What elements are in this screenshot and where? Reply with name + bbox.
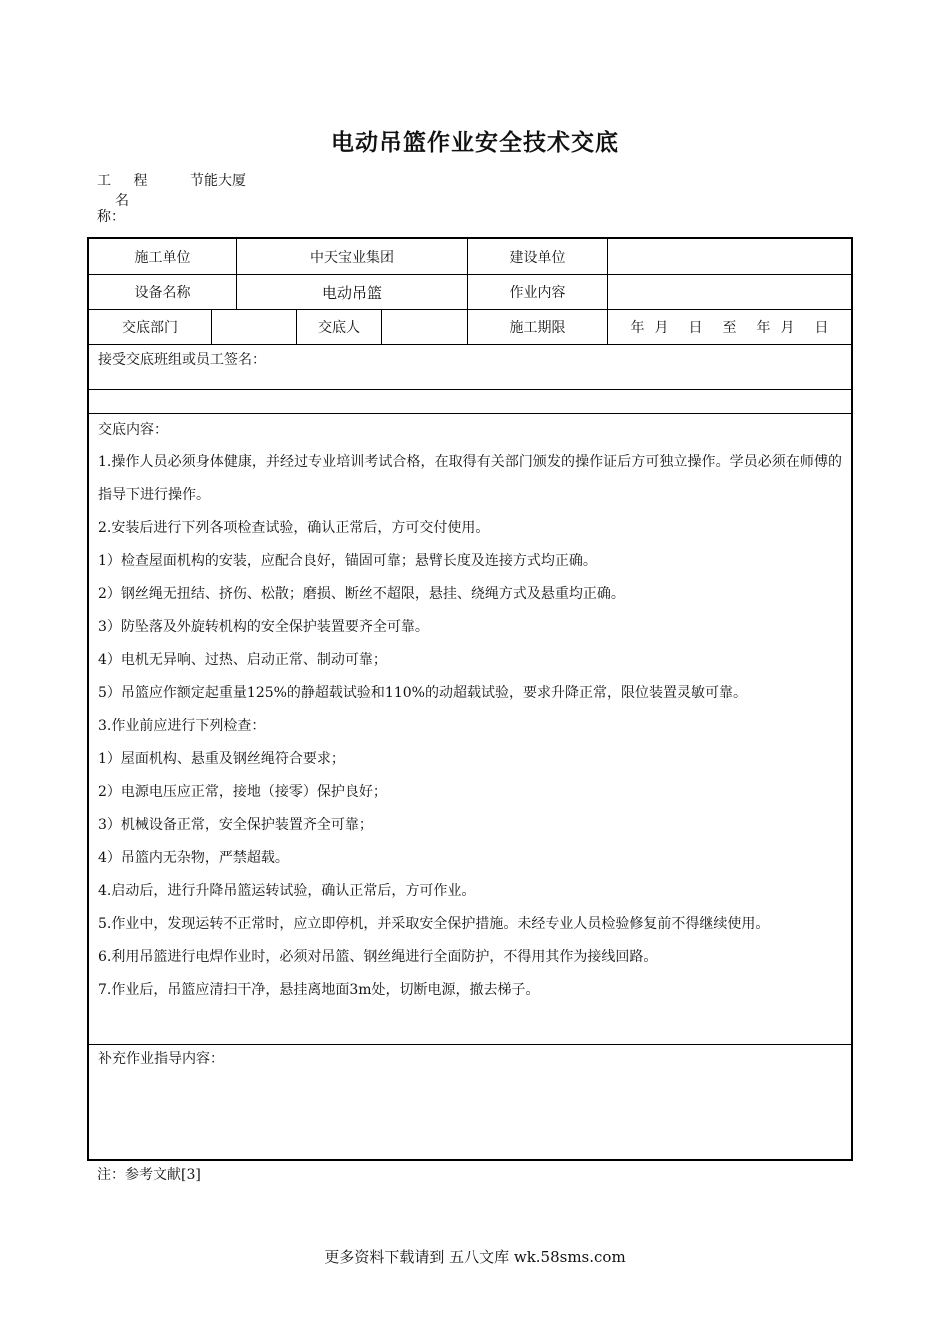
period-month-end: 月: [780, 320, 795, 336]
content-item-8: 3.作业前应进行下列检查：: [98, 718, 266, 734]
disclosure-content: [98, 420, 842, 1007]
content-item-15: 6.利用吊篮进行电焊作业时，必须对吊篮、钢丝绳进行全面防护，不得用其作为接线回路。: [98, 949, 658, 965]
row-divider: [89, 344, 851, 345]
construction-period-value: [608, 310, 851, 344]
content-item-16: 7.作业后，吊篮应清扫干净，悬挂离地面3m处，切断电源，撤去梯子。: [98, 982, 540, 998]
construction-unit-value: 中天宝业集团: [310, 249, 394, 266]
period-to: 至: [722, 320, 737, 336]
work-content-label: 作业内容: [509, 285, 566, 301]
project-label-char-1: 工: [97, 173, 111, 189]
period-year-start: 年: [630, 320, 645, 336]
content-heading: 交底内容：: [98, 422, 168, 438]
discloser-value: [382, 310, 467, 344]
disclosure-dept-label: 交底部门: [122, 320, 178, 336]
content-item-11: 3）机械设备正常，安全保护装置齐全可靠；: [98, 817, 373, 833]
content-item-7: 5）吊篮应作额定起重量125%的静超载试验和110%的动超载试验，要求升降正常，限位装置灵敏可靠。: [98, 685, 747, 701]
period-month-start: 月: [654, 320, 669, 336]
project-label-char-2: 程: [133, 173, 148, 189]
content-item-10: 2）电源电压应正常，接地（接零）保护良好；: [98, 784, 387, 800]
client-unit-label: 建设单位: [509, 249, 566, 266]
construction-period-label: 施工期限: [509, 320, 566, 336]
content-item-5: 3）防坠落及外旋转机构的安全保护装置要齐全可靠。: [98, 619, 429, 635]
construction-unit-label: 施工单位: [134, 249, 191, 266]
content-item-9: 1）屋面机构、悬重及钢丝绳符合要求；: [98, 751, 345, 767]
signature-label: 接受交底班组或员工签名：: [98, 352, 266, 368]
project-name-label: [97, 170, 177, 210]
document-title: 电动吊篮作业安全技术交底: [331, 130, 619, 156]
row-divider: [89, 413, 851, 414]
equipment-name-label: 设备名称: [134, 285, 191, 301]
project-label-char-3: 名: [115, 193, 129, 209]
content-item-6: 4）电机无异响、过热、启动正常、制动可靠；: [98, 652, 387, 668]
row-divider: [89, 1044, 851, 1045]
project-name-value: 节能大厦: [190, 173, 246, 189]
content-item-1: 1.操作人员必须身体健康，并经过专业培训考试合格，在取得有关部门颁发的操作证后方可独立操作。学员必须在师傅的指导下进行操作。: [98, 454, 842, 503]
content-item-3: 1）检查屋面机构的安装，应配合良好，锚固可靠；悬臂长度及连接方式均正确。: [98, 553, 597, 569]
reference-note: 注：参考文献[3]: [97, 1167, 201, 1183]
content-item-13: 4.启动后，进行升降吊篮运转试验，确认正常后，方可作业。: [98, 883, 476, 899]
content-item-4: 2）钢丝绳无扭结、挤伤、松散；磨损、断丝不超限，悬挂、绕绳方式及悬重均正确。: [98, 586, 625, 602]
work-content-value: [608, 275, 851, 309]
equipment-name-value: 电动吊篮: [321, 283, 382, 302]
period-day-end: 日: [814, 320, 829, 336]
disclosure-dept-value: [212, 310, 296, 344]
period-year-end: 年: [756, 320, 771, 336]
project-name-label-tail: 称：: [97, 209, 125, 225]
disclosure-table: [87, 237, 853, 1161]
supplement-label: 补充作业指导内容：: [98, 1051, 224, 1067]
row-divider: [89, 389, 851, 390]
content-item-12: 4）吊篮内无杂物，严禁超载。: [98, 850, 289, 866]
footer-text: 更多资料下载请到 五八文库 wk.58sms.com: [324, 1248, 626, 1266]
content-item-14: 5.作业中，发现运转不正常时，应立即停机，并采取安全保护措施。未经专业人员检验修复前不得继续使用。: [98, 916, 770, 932]
client-unit-value: [608, 239, 851, 274]
content-item-2: 2.安装后进行下列各项检查试验，确认正常后，方可交付使用。: [98, 520, 490, 536]
discloser-label: 交底人: [318, 320, 360, 336]
period-day-start: 日: [688, 320, 703, 336]
